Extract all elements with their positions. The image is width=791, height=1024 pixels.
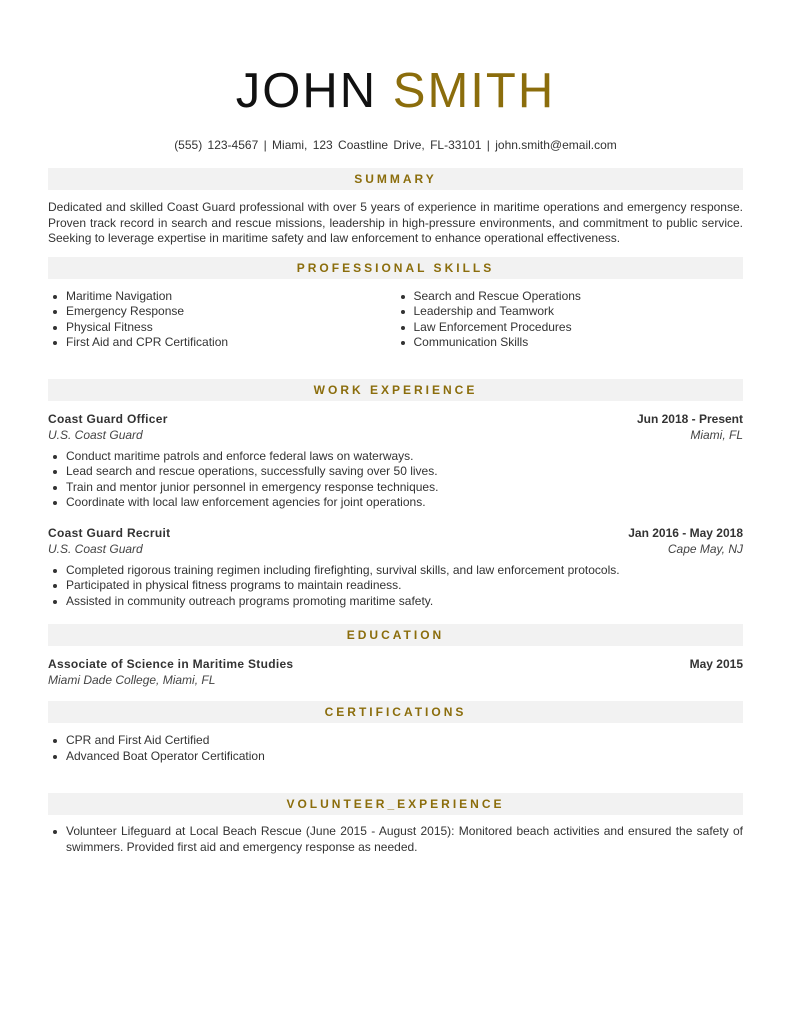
section-header-volunteer: VOLUNTEER_EXPERIENCE bbox=[48, 793, 743, 815]
job-duty: Assisted in community outreach programs promoting maritime safety. bbox=[48, 594, 743, 610]
volunteer-list bbox=[48, 824, 743, 855]
section-header-skills: PROFESSIONAL SKILLS bbox=[48, 257, 743, 279]
contact-line: (555) 123-4567 | Miami, 123 Coastline Drive, FL-33101 | john.smith@email.com bbox=[174, 138, 617, 152]
section-header-summary: SUMMARY bbox=[48, 168, 743, 190]
job-duty: Train and mentor junior personnel in emergency response techniques. bbox=[48, 480, 743, 496]
degree-name: Associate of Science in Maritime Studies bbox=[48, 657, 294, 671]
skill-item: Leadership and Teamwork bbox=[396, 304, 744, 320]
skills-column-left bbox=[48, 289, 396, 351]
job-duty: Completed rigorous training regimen including firefighting, survival skills, and law enforcement protocols. bbox=[48, 563, 743, 579]
volunteer-item: Volunteer Lifeguard at Local Beach Rescue (June 2015 - August 2015): Monitored beach activities and ensured the safety of swimmers. Provided first aid and emergency response as needed. bbox=[48, 824, 743, 855]
skill-item: Emergency Response bbox=[48, 304, 396, 320]
job-duties bbox=[48, 563, 743, 610]
job-date: Jan 2016 - May 2018 bbox=[628, 525, 743, 540]
job-location: Miami, FL bbox=[690, 427, 743, 442]
section-header-experience: WORK EXPERIENCE bbox=[48, 379, 743, 401]
candidate-name bbox=[48, 0, 743, 116]
job-organization: U.S. Coast Guard bbox=[48, 427, 143, 442]
job-duty: Lead search and rescue operations, successfully saving over 50 lives. bbox=[48, 464, 743, 480]
education-header bbox=[48, 656, 743, 672]
job-duty: Participated in physical fitness programs to maintain readiness. bbox=[48, 578, 743, 594]
job-duties bbox=[48, 449, 743, 511]
skills-column-right bbox=[396, 289, 744, 351]
job-entry bbox=[48, 411, 743, 511]
job-title: Coast Guard Officer bbox=[48, 411, 168, 426]
section-header-certifications: CERTIFICATIONS bbox=[48, 701, 743, 723]
job-title: Coast Guard Recruit bbox=[48, 525, 171, 540]
job-location: Cape May, NJ bbox=[667, 541, 743, 556]
summary-text: Dedicated and skilled Coast Guard professional with over 5 years of experience in maritime operations and emergency response. Proven track record in search and rescue missions, leadership in high-pressure environments, and commitment to public service. Seeking to leverage expertise in maritime safety and law enforcement to enhance operational effectiveness. bbox=[48, 200, 743, 245]
job-subheader bbox=[48, 427, 743, 443]
last-name: SMITH bbox=[392, 64, 556, 118]
section-header-education: EDUCATION bbox=[48, 624, 743, 646]
skills-list bbox=[48, 289, 743, 351]
education-subheader bbox=[48, 672, 743, 688]
job-entry bbox=[48, 525, 743, 610]
certification-item: CPR and First Aid Certified bbox=[48, 733, 743, 749]
school-name: Miami Dade College, Miami, FL bbox=[48, 673, 216, 687]
job-subheader bbox=[48, 541, 743, 557]
job-header bbox=[48, 411, 743, 427]
graduation-date: May 2015 bbox=[689, 657, 743, 671]
first-name: JOHN bbox=[235, 64, 378, 118]
skill-item: Maritime Navigation bbox=[48, 289, 396, 305]
job-date: Jun 2018 - Present bbox=[636, 411, 743, 426]
skill-item: First Aid and CPR Certification bbox=[48, 335, 396, 351]
certifications-list bbox=[48, 733, 743, 764]
skill-item: Search and Rescue Operations bbox=[396, 289, 744, 305]
skill-item: Physical Fitness bbox=[48, 320, 396, 336]
skill-item: Communication Skills bbox=[396, 335, 744, 351]
certification-item: Advanced Boat Operator Certification bbox=[48, 749, 743, 765]
education-entry bbox=[48, 656, 743, 688]
skill-item: Law Enforcement Procedures bbox=[396, 320, 744, 336]
job-duty: Conduct maritime patrols and enforce federal laws on waterways. bbox=[48, 449, 743, 465]
job-organization: U.S. Coast Guard bbox=[48, 541, 143, 556]
job-header bbox=[48, 525, 743, 541]
job-duty: Coordinate with local law enforcement agencies for joint operations. bbox=[48, 495, 743, 511]
